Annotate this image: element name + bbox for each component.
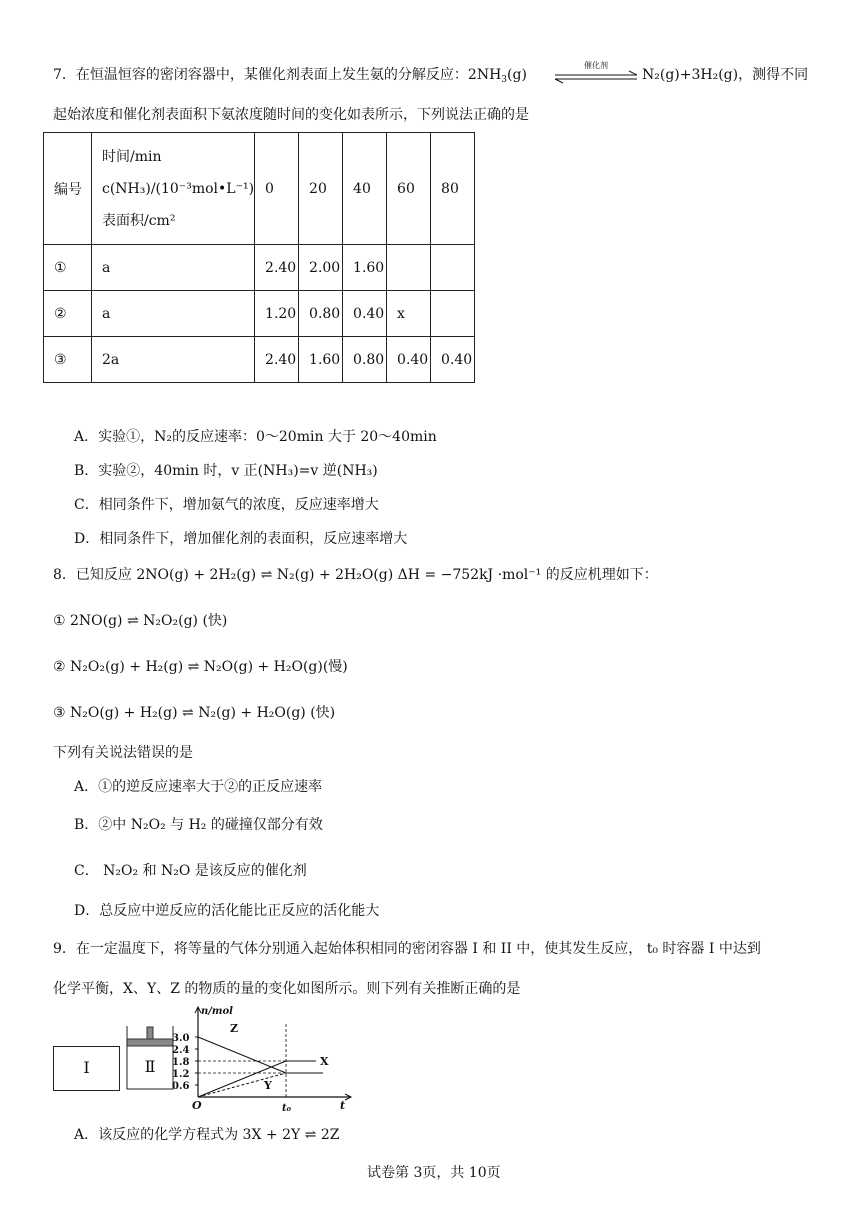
container-1-box — [53, 1046, 120, 1091]
y-tick-label: 1.2 — [172, 1069, 190, 1080]
table-cell: 2.40 — [255, 245, 299, 291]
container-2-label: Ⅱ — [144, 1057, 156, 1076]
q8-step-3: ③ N₂O(g) + H₂(g) ⇌ N₂(g) + H₂O(g) (快) — [53, 705, 336, 721]
table-cell: 2.40 — [255, 337, 299, 383]
y-tick-label: 2.4 — [172, 1045, 190, 1056]
table-cell-area: a — [92, 245, 255, 291]
series-Y-line — [198, 1073, 286, 1097]
q8-option-c: C． N₂O₂ 和 N₂O 是该反应的催化剂 — [74, 863, 307, 879]
q7-option-a: A．实验①，N₂的反应速率：0～20min 大于 20～40min — [74, 429, 437, 445]
origin-label: O — [192, 1099, 202, 1112]
q8-stem: 8．已知反应 2NO(g) + 2H₂(g) ⇌ N₂(g) + 2H₂O(g) ΔH = −752kJ ·mol⁻¹ 的反应机理如下： — [53, 567, 658, 583]
table-cell: 0.40 — [387, 337, 431, 383]
page-footer: 试卷第 3页，共 10页 — [367, 1165, 501, 1181]
q8-option-a: A．①的逆反应速率大于②的正反应速率 — [74, 779, 323, 795]
y-tick-label: 3.0 — [172, 1033, 190, 1044]
y-tick-label: 0.6 — [172, 1081, 190, 1092]
t-axis-label: t — [340, 1099, 346, 1112]
table-cell — [387, 245, 431, 291]
table-time-40: 40 — [343, 133, 387, 245]
q7-option-c: C．相同条件下，增加氨气的浓度，反应速率增大 — [74, 497, 379, 513]
table-cell — [431, 245, 475, 291]
table-header-combined — [92, 133, 255, 245]
table-cell: x — [387, 291, 431, 337]
table-cell: 0.40 — [343, 291, 387, 337]
table-cell-area: 2a — [92, 337, 255, 383]
series-X-line — [198, 1061, 286, 1097]
y-axis-label: n/mol — [201, 1006, 233, 1017]
table-cell: 1.60 — [343, 245, 387, 291]
table-cell-area: a — [92, 291, 255, 337]
table-cell — [431, 291, 475, 337]
series-X-label: X — [320, 1055, 329, 1068]
q9-graph — [168, 1004, 358, 1112]
q7-reactant-state: (g) — [507, 67, 527, 83]
table-header-no: 编号 — [44, 133, 92, 245]
table-time-60: 60 — [387, 133, 431, 245]
q7-catalyst-label: 催化剂 — [584, 61, 608, 70]
q7-catalyst-arrow — [553, 62, 639, 84]
q8-ask: 下列有关说法错误的是 — [53, 745, 193, 761]
q9-option-a: A．该反应的化学方程式为 3X + 2Y ⇌ 2Z — [74, 1127, 340, 1143]
q7-product: N₂(g)+3H₂(g)，测得不同 — [642, 67, 809, 83]
table-cell-no: ③ — [44, 337, 92, 383]
q8-step-2: ② N₂O₂(g) + H₂(g) ⇌ N₂O(g) + H₂O(g)(慢) — [53, 659, 348, 675]
q9-stem-line2: 化学平衡，X、Y、Z 的物质的量的变化如图所示。则下列有关推断正确的是 — [53, 981, 521, 997]
series-Z-line — [198, 1037, 286, 1073]
equilibrium-arrow-icon — [553, 62, 639, 84]
table-row — [44, 291, 475, 337]
q7-option-b: B．实验②，40min 时，v 正(NH₃)=v 逆(NH₃) — [74, 463, 378, 479]
container-1-label: Ⅰ — [83, 1058, 90, 1077]
t0-label: t₀ — [282, 1103, 291, 1112]
series-Y-label: Y — [264, 1079, 272, 1092]
table-cell-no: ① — [44, 245, 92, 291]
q7-option-d: D．相同条件下，增加催化剂的表面积，反应速率增大 — [74, 531, 408, 547]
table-header-conc: c(NH₃)/(10⁻³mol•L⁻¹) — [102, 180, 255, 197]
table-time-0: 0 — [255, 133, 299, 245]
q8-option-b: B．②中 N₂O₂ 与 H₂ 的碰撞仅部分有效 — [74, 817, 323, 833]
q7-data-table — [43, 132, 475, 383]
q7-stem-line2: 起始浓度和催化剂表面积下氨浓度随时间的变化如表所示，下列说法正确的是 — [53, 107, 529, 123]
table-header-time: 时间/min — [102, 148, 162, 165]
q7-stem-line1: 7．在恒温恒容的密闭容器中，某催化剂表面上发生氨的分解反应：$2NH_3(g)$ — [53, 67, 527, 85]
table-cell: 2.00 — [299, 245, 343, 291]
table-row — [44, 337, 475, 383]
table-row — [44, 245, 475, 291]
table-time-20: 20 — [299, 133, 343, 245]
q7-stem-text: 7．在恒温恒容的密闭容器中，某催化剂表面上发生氨的分解反应：2NH — [53, 67, 502, 83]
table-cell: 1.60 — [299, 337, 343, 383]
y-tick-label: 1.8 — [172, 1057, 190, 1068]
table-cell-no: ② — [44, 291, 92, 337]
table-cell: 0.40 — [431, 337, 475, 383]
table-cell: 0.80 — [299, 291, 343, 337]
series-Z-label: Z — [230, 1022, 239, 1035]
table-cell: 1.20 — [255, 291, 299, 337]
table-time-80: 80 — [431, 133, 475, 245]
q8-option-d: D．总反应中逆反应的活化能比正反应的活化能大 — [74, 903, 380, 919]
q8-step-1: ① 2NO(g) ⇌ N₂O₂(g) (快) — [53, 613, 228, 629]
table-cell: 0.80 — [343, 337, 387, 383]
table-header-area: 表面积/cm² — [102, 212, 176, 229]
q9-stem-line1: 9．在一定温度下，将等量的气体分别通入起始体积相同的密闭容器 I 和 II 中，使其发生反应， t₀ 时容器 Ⅰ 中达到 — [53, 941, 761, 957]
